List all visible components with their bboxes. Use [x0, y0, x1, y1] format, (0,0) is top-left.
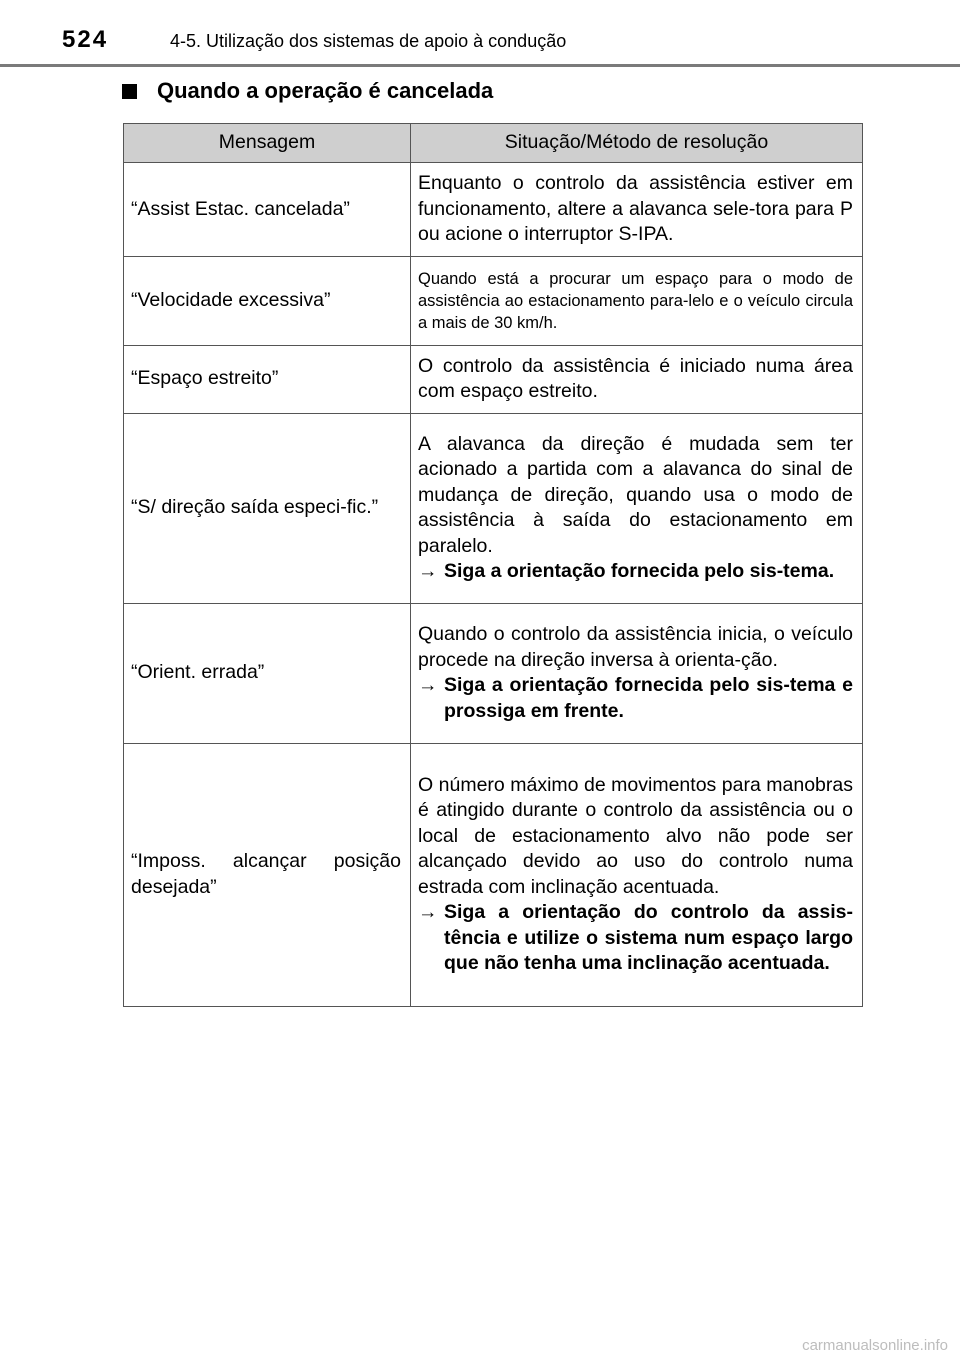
header-rule	[0, 64, 960, 67]
resolution-cell: Quando está a procurar um espaço para o modo de assistência ao estacionamento para-lelo e o veículo circula a mais de 30 km/h.	[411, 256, 863, 345]
action-text: Siga a orientação fornecida pelo sis-tema.	[444, 560, 835, 582]
section-title: Quando a operação é cancelada	[157, 78, 494, 103]
table-row	[124, 345, 863, 413]
message-cell: “Espaço estreito”	[124, 345, 411, 413]
arrow-icon: →	[418, 674, 438, 696]
table-row	[124, 743, 863, 1006]
resolution-cell	[411, 603, 863, 743]
message-cell: “Assist Estac. cancelada”	[124, 163, 411, 257]
resolution-cell	[411, 743, 863, 1006]
resolution-text: Quando o controlo da assistência inicia, o veículo procede na direção inversa à orienta-ção.	[418, 623, 853, 671]
action-text: Siga a orientação do controlo da assis-tência e utilize o sistema num espaço largo que não tenha uma inclinação acentuada.	[444, 901, 853, 974]
resolution-action	[418, 673, 853, 724]
message-cell: “Velocidade excessiva”	[124, 256, 411, 345]
resolution-action	[418, 900, 853, 977]
page-header	[0, 0, 960, 66]
table-row	[124, 413, 863, 603]
message-cell: “Orient. errada”	[124, 603, 411, 743]
message-cell: “S/ direção saída especi-fic.”	[124, 413, 411, 603]
arrow-icon: →	[418, 901, 438, 923]
resolution-text: O número máximo de movimentos para manobras é atingido durante o controlo da assistência ou o local de estacionamento alvo não pode ser alcançado devido ao uso do controlo numa estrada com inclinação acentuada.	[418, 773, 853, 898]
column-header-resolution: Situação/Método de resolução	[411, 124, 863, 163]
arrow-icon: →	[418, 560, 438, 582]
resolution-cell: Enquanto o controlo da assistência estiver em funcionamento, altere a alavanca sele-tora para P ou acione o interruptor S-IPA.	[411, 163, 863, 257]
table-header-row	[124, 124, 863, 163]
table-row	[124, 603, 863, 743]
action-text: Siga a orientação fornecida pelo sis-tema e prossiga em frente.	[444, 674, 853, 722]
page-number: 524	[62, 26, 109, 53]
resolution-text: A alavanca da direção é mudada sem ter acionado a partida com a alavanca do sinal de mudança de direção, quando usa o modo de assistência à saída do estacionamento em paralelo.	[418, 432, 853, 557]
square-bullet-icon	[122, 84, 137, 99]
resolution-cell: O controlo da assistência é iniciado numa área com espaço estreito.	[411, 345, 863, 413]
section-heading	[122, 78, 493, 104]
table-row	[124, 256, 863, 345]
chapter-title: 4-5. Utilização dos sistemas de apoio à condução	[170, 31, 567, 51]
footer-watermark: carmanualsonline.info	[802, 1337, 948, 1354]
message-cell: “Imposs. alcançar posição desejada”	[124, 743, 411, 1006]
column-header-message: Mensagem	[124, 124, 411, 163]
resolution-action	[418, 559, 853, 585]
table-row	[124, 163, 863, 257]
resolution-cell	[411, 413, 863, 603]
messages-table	[123, 123, 863, 1007]
